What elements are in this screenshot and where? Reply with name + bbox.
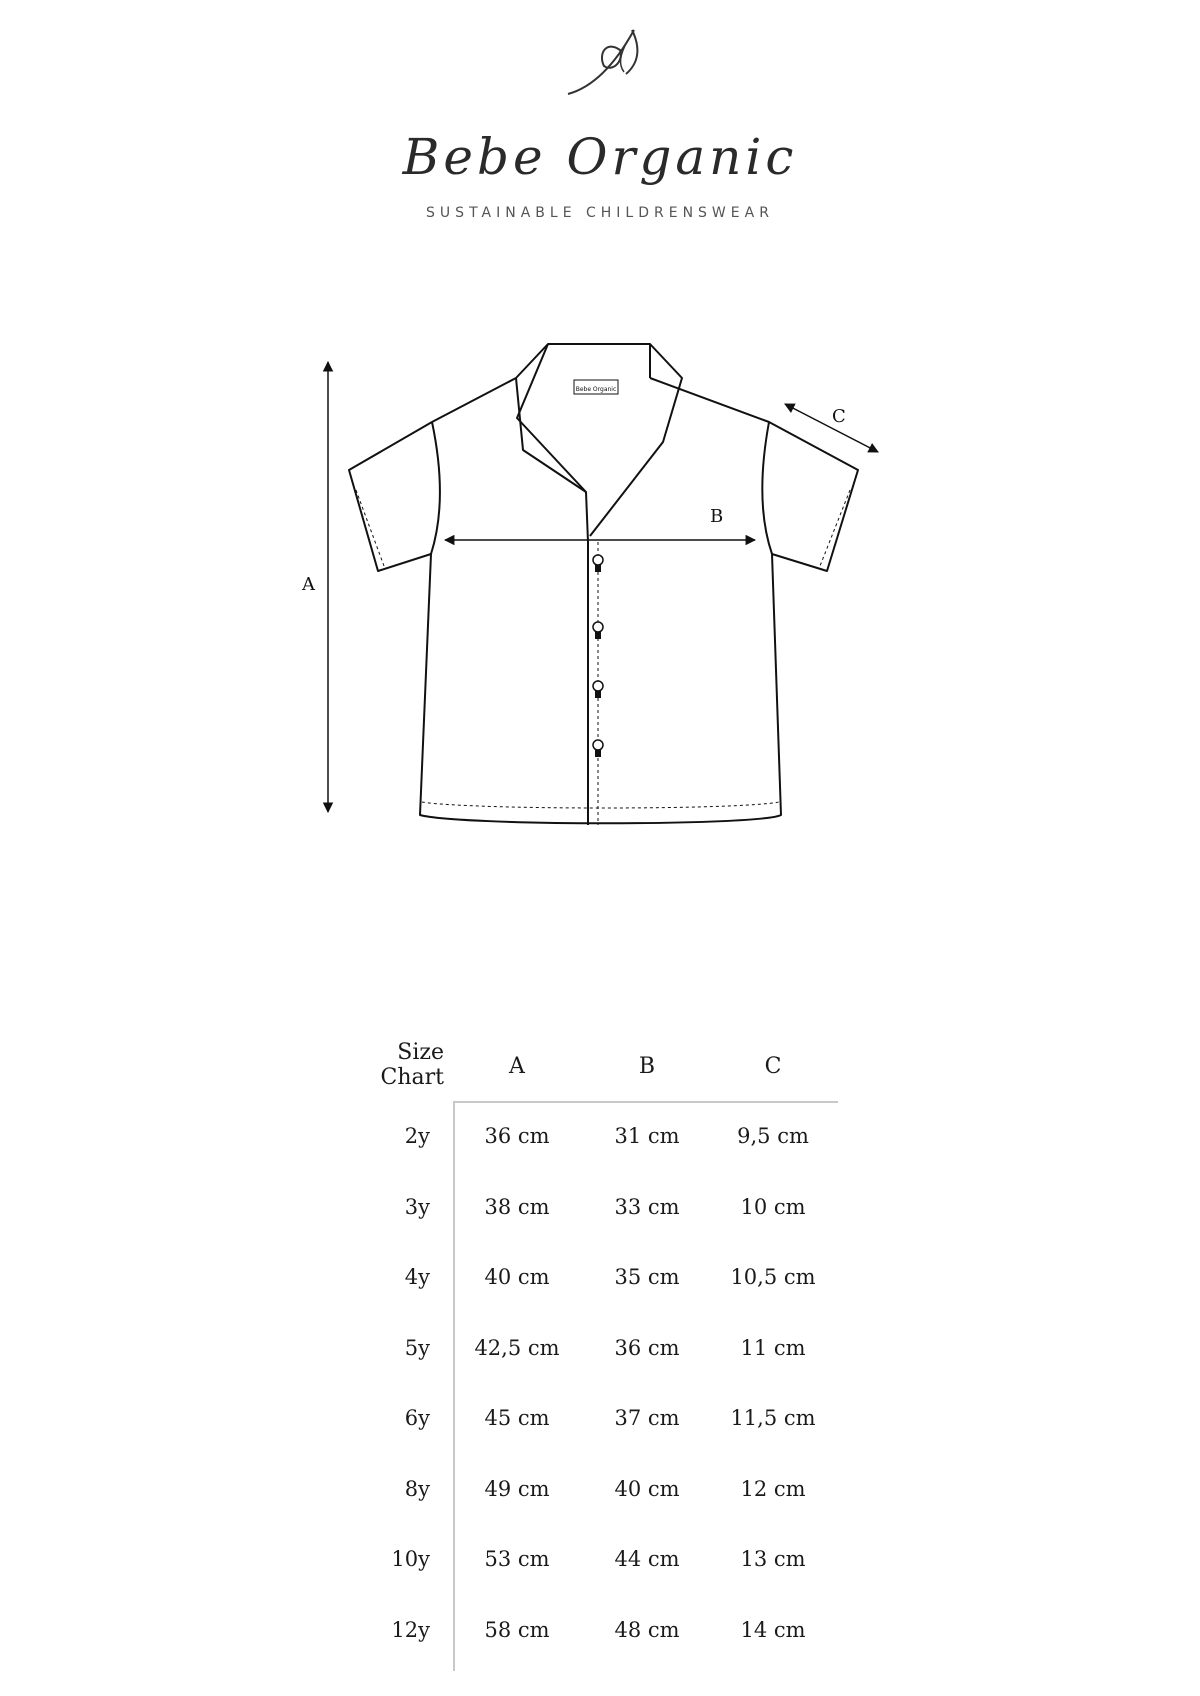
svg-text:Bebe Organic: Bebe Organic	[575, 386, 617, 393]
value-cell-b: 31 cm	[614, 1124, 680, 1148]
value-cell-b: 48 cm	[614, 1618, 680, 1642]
value-cell-a: 38 cm	[484, 1195, 550, 1219]
value-cell-c: 14 cm	[740, 1618, 806, 1642]
shirt-icon	[0, 340, 1200, 860]
table-row	[360, 1477, 840, 1507]
brand-logo	[0, 0, 1200, 240]
size-cell: 6y	[404, 1406, 430, 1430]
value-cell-a: 36 cm	[484, 1124, 550, 1148]
value-cell-b: 36 cm	[614, 1336, 680, 1360]
shirt-measurement-diagram	[0, 340, 1200, 860]
table-header	[360, 1040, 840, 1105]
dimension-label-c: C	[832, 406, 846, 427]
value-cell-c: 9,5 cm	[737, 1124, 809, 1148]
table-row	[360, 1265, 840, 1295]
value-cell-c: 13 cm	[740, 1547, 806, 1571]
value-cell-a: 49 cm	[484, 1477, 550, 1501]
table-row	[360, 1195, 840, 1225]
value-cell-b: 35 cm	[614, 1265, 680, 1289]
value-cell-c: 12 cm	[740, 1477, 806, 1501]
corner-line-chart: Chart	[380, 1065, 444, 1090]
value-cell-a: 53 cm	[484, 1547, 550, 1571]
value-cell-a: 58 cm	[484, 1618, 550, 1642]
column-header-c: C	[764, 1054, 782, 1079]
corner-line-size: Size	[397, 1040, 444, 1065]
brand-wordmark	[0, 0, 1200, 240]
table-row	[360, 1618, 840, 1648]
value-cell-a: 42,5 cm	[474, 1336, 560, 1360]
table-row	[360, 1406, 840, 1436]
table-row	[360, 1336, 840, 1366]
size-cell: 8y	[404, 1477, 430, 1501]
value-cell-c: 10,5 cm	[730, 1265, 816, 1289]
svg-text:Bebe Organic: Bebe Organic	[402, 128, 798, 186]
size-cell: 12y	[391, 1618, 430, 1642]
value-cell-a: 45 cm	[484, 1406, 550, 1430]
value-cell-c: 11 cm	[740, 1336, 806, 1360]
value-cell-a: 40 cm	[484, 1265, 550, 1289]
size-cell: 3y	[404, 1195, 430, 1219]
size-cell: 10y	[391, 1547, 430, 1571]
size-column-divider	[453, 1101, 455, 1671]
value-cell-b: 40 cm	[614, 1477, 680, 1501]
dimension-label-a: A	[302, 574, 315, 595]
size-cell: 5y	[404, 1336, 430, 1360]
value-cell-b: 33 cm	[614, 1195, 680, 1219]
column-header-a: A	[509, 1054, 525, 1079]
table-row	[360, 1547, 840, 1577]
table-row	[360, 1124, 840, 1154]
value-cell-c: 10 cm	[740, 1195, 806, 1219]
value-cell-b: 37 cm	[614, 1406, 680, 1430]
value-cell-c: 11,5 cm	[730, 1406, 816, 1430]
table-corner-label	[360, 1040, 444, 1090]
value-cell-b: 44 cm	[614, 1547, 680, 1571]
brand-tagline: SUSTAINABLE CHILDRENSWEAR	[426, 205, 774, 221]
size-cell: 2y	[404, 1124, 430, 1148]
dimension-label-b: B	[710, 506, 724, 527]
size-cell: 4y	[404, 1265, 430, 1289]
column-header-b: B	[638, 1054, 656, 1079]
header-divider	[453, 1101, 838, 1103]
